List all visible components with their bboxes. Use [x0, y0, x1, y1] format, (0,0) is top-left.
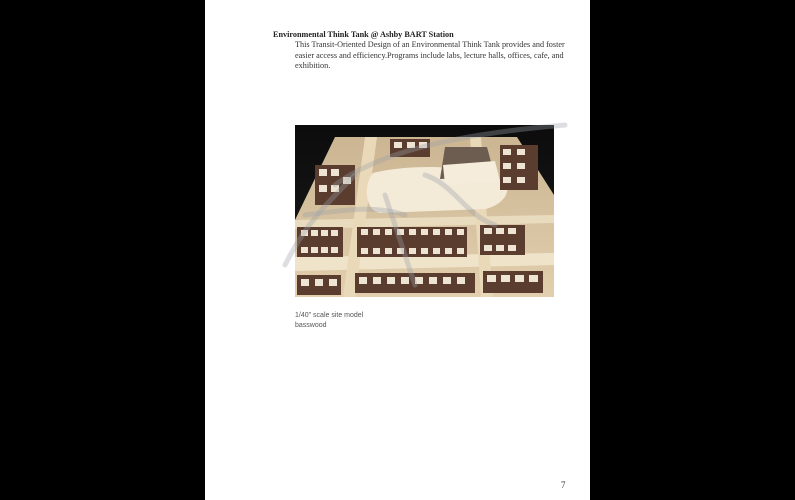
caption-material: basswood: [295, 321, 327, 329]
page-number: 7: [561, 480, 566, 490]
site-model-image: [295, 125, 554, 297]
project-title: Environmental Think Tank @ Ashby BART Station: [273, 30, 454, 39]
document-page: [205, 0, 590, 500]
site-model-photo: [295, 125, 554, 297]
caption-scale: 1/40" scale site model: [295, 312, 364, 319]
photo-caption: [295, 311, 363, 330]
project-description: This Transit-Oriented Design of an Environmental Think Tank provides and foster easier access and efficiency.Programs include labs, lecture halls, offices, cafe, and exhibition.: [295, 40, 565, 70]
